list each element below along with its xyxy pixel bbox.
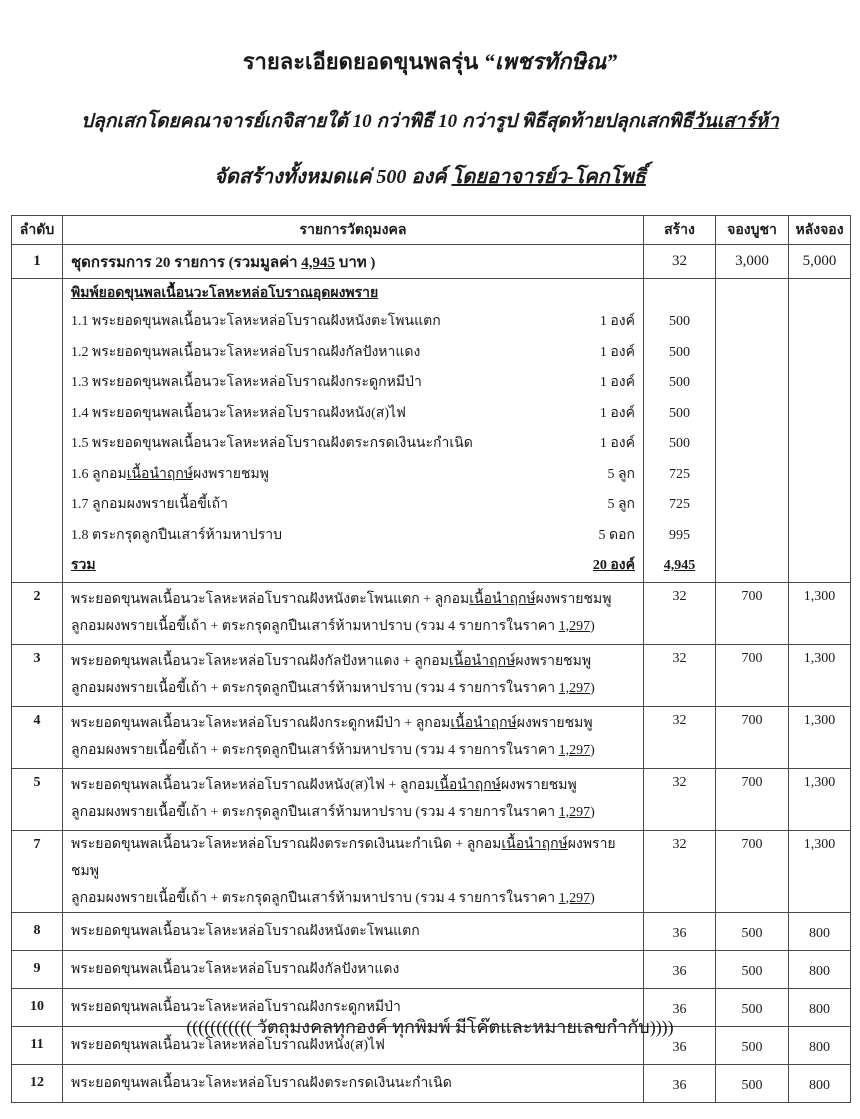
item-name: 1.4 พระยอดขุนพลเนื้อนวะโลหะหล่อโบราณฝังหนัง(ส)ไฟ (71, 405, 406, 421)
row-desc-line1 (71, 831, 643, 885)
subtitle-quantity (0, 160, 860, 192)
row-after: 1,300 (789, 830, 851, 912)
desc-text: ลูกอมผงพรายเนื้อขี้เถ้า + ตระกรุดลูกปืนเสาร์ห้ามหาปราบ (รวม 4 รายการในราคา (71, 681, 559, 696)
desc-text: ลูกอมผงพรายเนื้อขี้เถ้า + ตระกรุดลูกปืนเสาร์ห้ามหาปราบ (รวม 4 รายการในราคา (71, 619, 559, 634)
row-no: 4 (12, 706, 63, 768)
desc-text: ) (590, 890, 595, 906)
row-build: 32 (644, 830, 716, 912)
row-desc-line2 (71, 613, 643, 640)
desc-text: พระยอดขุนพลเนื้อนวะโลหะหล่อโบราณฝังหนัง(ส)ไฟ + ลูกอม (71, 778, 435, 793)
list-item (71, 429, 643, 460)
list-item (71, 368, 643, 399)
row-book: 500 (716, 1064, 789, 1102)
row-desc-unit: บาท ) (335, 254, 376, 271)
row-no: 11 (12, 1026, 63, 1064)
list-item (71, 490, 643, 521)
row-book: 700 (716, 582, 789, 644)
desc-highlight: เนื้อนำฤกษ์ (450, 716, 517, 731)
item-qty: 1 องค์ (599, 314, 635, 329)
desc-text: พระยอดขุนพลเนื้อนวะโลหะหล่อโบราณฝังกัลปังหาแดง + ลูกอม (71, 654, 449, 669)
row-book (716, 279, 789, 583)
set-total-label (71, 551, 565, 582)
desc-text: ผงพรายชมพู (71, 836, 616, 879)
item-name: 1.3 พระยอดขุนพลเนื้อนวะโลหะหล่อโบราณฝังกระดูกหมีป่า (71, 375, 422, 390)
table-header-row (12, 216, 851, 245)
col-header-book: จองบูชา (716, 216, 789, 245)
desc-highlight: เนื้อนำฤกษ์ (434, 778, 501, 793)
col-header-after: หลังจอง (789, 216, 851, 245)
row-desc-line1 (71, 772, 643, 799)
item-name: 1.1 พระยอดขุนพลเนื้อนวะโลหะหล่อโบราณฝังหนังตะโพนแตก (71, 314, 441, 329)
row-desc-line2 (71, 737, 643, 764)
desc-text: ) (590, 681, 595, 696)
row-no: 10 (12, 988, 63, 1026)
row-desc-value: 4,945 (301, 254, 336, 271)
row-book: 500 (716, 1026, 789, 1064)
row-desc: พระยอดขุนพลเนื้อนวะโลหะหล่อโบราณฝังกระดูกหมีป่า (63, 988, 644, 1026)
row-desc-line1 (71, 648, 643, 675)
row-build: 36 (644, 1064, 716, 1102)
item-name (71, 460, 565, 491)
desc-text: ผงพรายชมพู (535, 592, 612, 607)
list-item (71, 399, 643, 430)
row-book: 500 (716, 912, 789, 950)
list-item (71, 338, 643, 369)
table-row (12, 768, 851, 830)
row-no (12, 279, 63, 583)
row-after: 1,300 (789, 644, 851, 706)
set-total-value: 4,945 (663, 558, 696, 573)
item-value: 500 (669, 314, 690, 329)
item-name: 1.5 พระยอดขุนพลเนื้อนวะโลหะหล่อโบราณฝังตระกรดเงินนะกำเนิด (71, 436, 473, 451)
row-book: 700 (716, 830, 789, 912)
page-title (0, 44, 860, 79)
row-book: 700 (716, 706, 789, 768)
row-book: 700 (716, 768, 789, 830)
item-value: 725 (669, 466, 690, 482)
row-no: 7 (12, 830, 63, 912)
row-after: 800 (789, 950, 851, 988)
item-value: 500 (669, 344, 690, 360)
col-header-build: สร้าง (644, 216, 716, 245)
row-desc-text: ชุดกรรมการ 20 รายการ (รวมมูลค่า (71, 254, 302, 271)
item-name-highlight: เนื้อนำฤกษ์ (126, 466, 194, 482)
item-qty: 1 องค์ (599, 405, 635, 421)
row-desc: พระยอดขุนพลเนื้อนวะโลหะหล่อโบราณฝังกัลปังหาแดง (63, 950, 644, 988)
col-header-no: ลำดับ (12, 216, 63, 245)
desc-text: พระยอดขุนพลเนื้อนวะโลหะหล่อโบราณฝังหนังตะโพนแตก + ลูกอม (71, 592, 470, 607)
row-desc (63, 644, 644, 706)
item-value: 500 (669, 375, 690, 390)
item-qty: 1 องค์ (599, 436, 635, 451)
row-build: 36 (644, 988, 716, 1026)
desc-text: พระยอดขุนพลเนื้อนวะโลหะหล่อโบราณฝังกระดูกหมีป่า + ลูกอม (71, 716, 451, 731)
desc-text: ลูกอมผงพรายเนื้อขี้เถ้า + ตระกรุดลูกปืนเสาร์ห้ามหาปราบ (รวม 4 รายการในราคา (71, 805, 559, 820)
row-desc: พระยอดขุนพลเนื้อนวะโลหะหล่อโบราณฝังตระกรดเงินนะกำเนิด (63, 1064, 644, 1102)
item-name-pre: 1.6 ลูกอม (71, 466, 127, 482)
row-book: 500 (716, 988, 789, 1026)
set-breakdown-list (63, 279, 644, 583)
row-desc-line2 (71, 885, 643, 912)
set-total-label-text: รวม (71, 558, 96, 573)
row-no: 5 (12, 768, 63, 830)
item-name-post: ผงพรายชมพู (193, 466, 269, 482)
desc-price: 1,297 (558, 619, 591, 634)
set-breakdown-values (644, 279, 716, 583)
row-after: 800 (789, 1064, 851, 1102)
set-total-qty: 20 องค์ (592, 558, 635, 573)
subtitle-ceremony-highlight: วันเสาร์ห้า (693, 111, 779, 132)
row-no: 9 (12, 950, 63, 988)
spacer (644, 279, 715, 307)
row-after: 800 (789, 1026, 851, 1064)
desc-text: ผงพรายชมพู (516, 716, 593, 731)
subtitle-ceremony-text: ปลุกเสกโดยคณาจารย์เกจิสายใต้ 10 กว่าพิธี 10 กว่ารูป พิธีสุดท้ายปลุกเสกพิธี (81, 111, 694, 132)
row-after: 1,300 (789, 582, 851, 644)
row-build: 32 (644, 706, 716, 768)
item-value: 500 (669, 405, 690, 421)
row-desc-line1 (71, 710, 643, 737)
items-table (11, 215, 851, 1103)
title-main: รายละเอียดยอดขุนพลรุ่น (242, 49, 484, 74)
row-no: 3 (12, 644, 63, 706)
item-qty: 1 องค์ (599, 375, 635, 390)
row-build: 36 (644, 912, 716, 950)
desc-price: 1,297 (558, 890, 591, 906)
row-build: 36 (644, 950, 716, 988)
desc-price: 1,297 (558, 681, 591, 696)
row-no: 2 (12, 582, 63, 644)
row-desc (63, 768, 644, 830)
subtitle-ceremony (0, 106, 860, 136)
item-qty: 5 ลูก (607, 466, 635, 482)
list-item (71, 460, 643, 491)
row-build: 32 (644, 768, 716, 830)
title-quote: “เพชรทักษิณ” (483, 49, 618, 74)
row-no: 1 (12, 245, 63, 279)
col-header-desc: รายการวัตถุมงคล (63, 216, 644, 245)
table-row (12, 582, 851, 644)
desc-text: ) (590, 805, 595, 820)
desc-text: ผงพรายชมพู (515, 654, 592, 669)
set-breakdown-header: พิมพ์ยอดขุนพลเนื้อนวะโลหะหล่อโบราณอุดผงพราย (71, 286, 379, 301)
row-build: 36 (644, 1026, 716, 1064)
row-book: 700 (716, 644, 789, 706)
item-qty: 5 ลูก (607, 497, 635, 512)
item-name: 1.2 พระยอดขุนพลเนื้อนวะโลหะหล่อโบราณฝังกัลปังหาแดง (71, 344, 421, 360)
row-build: 32 (644, 644, 716, 706)
row-build: 32 (644, 582, 716, 644)
table-row (12, 644, 851, 706)
desc-text: ผงพรายชมพู (500, 778, 577, 793)
subtitle-quantity-text: จัดสร้างทั้งหมดแค่ 500 องค์ (214, 166, 452, 188)
row-book: 3,000 (716, 245, 789, 279)
row-after: 1,300 (789, 706, 851, 768)
table-row (12, 950, 851, 988)
item-value: 725 (669, 497, 690, 512)
desc-text: ) (590, 619, 595, 634)
row-desc-line2 (71, 675, 643, 702)
row-desc: พระยอดขุนพลเนื้อนวะโลหะหล่อโบราณฝังหนังตะโพนแตก (63, 912, 644, 950)
subtitle-quantity-author: โดยอาจารย์ว-โคกโพธิ์ (451, 166, 646, 188)
list-item (71, 521, 643, 552)
row-no: 12 (12, 1064, 63, 1102)
desc-text: พระยอดขุนพลเนื้อนวะโลหะหล่อโบราณฝังตระกรดเงินนะกำเนิด + ลูกอม (71, 836, 502, 852)
row-desc (63, 582, 644, 644)
desc-text: ) (590, 743, 595, 758)
row-desc-line1 (71, 586, 643, 613)
table-row (12, 1064, 851, 1102)
table-row (12, 245, 851, 279)
item-qty: 5 ดอก (598, 527, 635, 543)
desc-text: ลูกอมผงพรายเนื้อขี้เถ้า + ตระกรุดลูกปืนเสาร์ห้ามหาปราบ (รวม 4 รายการในราคา (71, 890, 559, 906)
item-value: 500 (669, 436, 690, 451)
desc-text: ลูกอมผงพรายเนื้อขี้เถ้า + ตระกรุดลูกปืนเสาร์ห้ามหาปราบ (รวม 4 รายการในราคา (71, 743, 559, 758)
set-total-line (71, 551, 643, 582)
row-desc: พระยอดขุนพลเนื้อนวะโลหะหล่อโบราณฝังหนัง(ส)ไฟ (63, 1026, 644, 1064)
set-breakdown-row (12, 279, 851, 583)
row-no: 8 (12, 912, 63, 950)
row-after (789, 279, 851, 583)
footer-note: ((((((((((( วัตถุมงคลทุกองค์ ทุกพิมพ์ มีโค๊ตและหมายเลขกำกับ)))) (186, 1017, 674, 1037)
row-desc (63, 245, 644, 279)
row-after: 800 (789, 988, 851, 1026)
table-row (12, 706, 851, 768)
item-name: 1.7 ลูกอมผงพรายเนื้อขี้เถ้า (71, 497, 229, 512)
item-qty: 1 องค์ (599, 344, 635, 360)
row-build: 32 (644, 245, 716, 279)
table-row (12, 830, 851, 912)
desc-price: 1,297 (558, 805, 591, 820)
row-after: 1,300 (789, 768, 851, 830)
item-name: 1.8 ตระกรุดลูกปืนเสาร์ห้ามหาปราบ (71, 527, 283, 543)
table-row (12, 912, 851, 950)
item-value: 995 (669, 527, 690, 543)
row-book: 500 (716, 950, 789, 988)
row-desc (63, 706, 644, 768)
desc-price: 1,297 (558, 743, 591, 758)
row-after: 5,000 (789, 245, 851, 279)
row-desc (63, 830, 644, 912)
desc-highlight: เนื้อนำฤกษ์ (469, 592, 536, 607)
row-after: 800 (789, 912, 851, 950)
desc-highlight: เนื้อนำฤกษ์ (501, 836, 568, 852)
list-item (71, 307, 643, 338)
desc-highlight: เนื้อนำฤกษ์ (448, 654, 516, 669)
row-desc-line2 (71, 799, 643, 826)
